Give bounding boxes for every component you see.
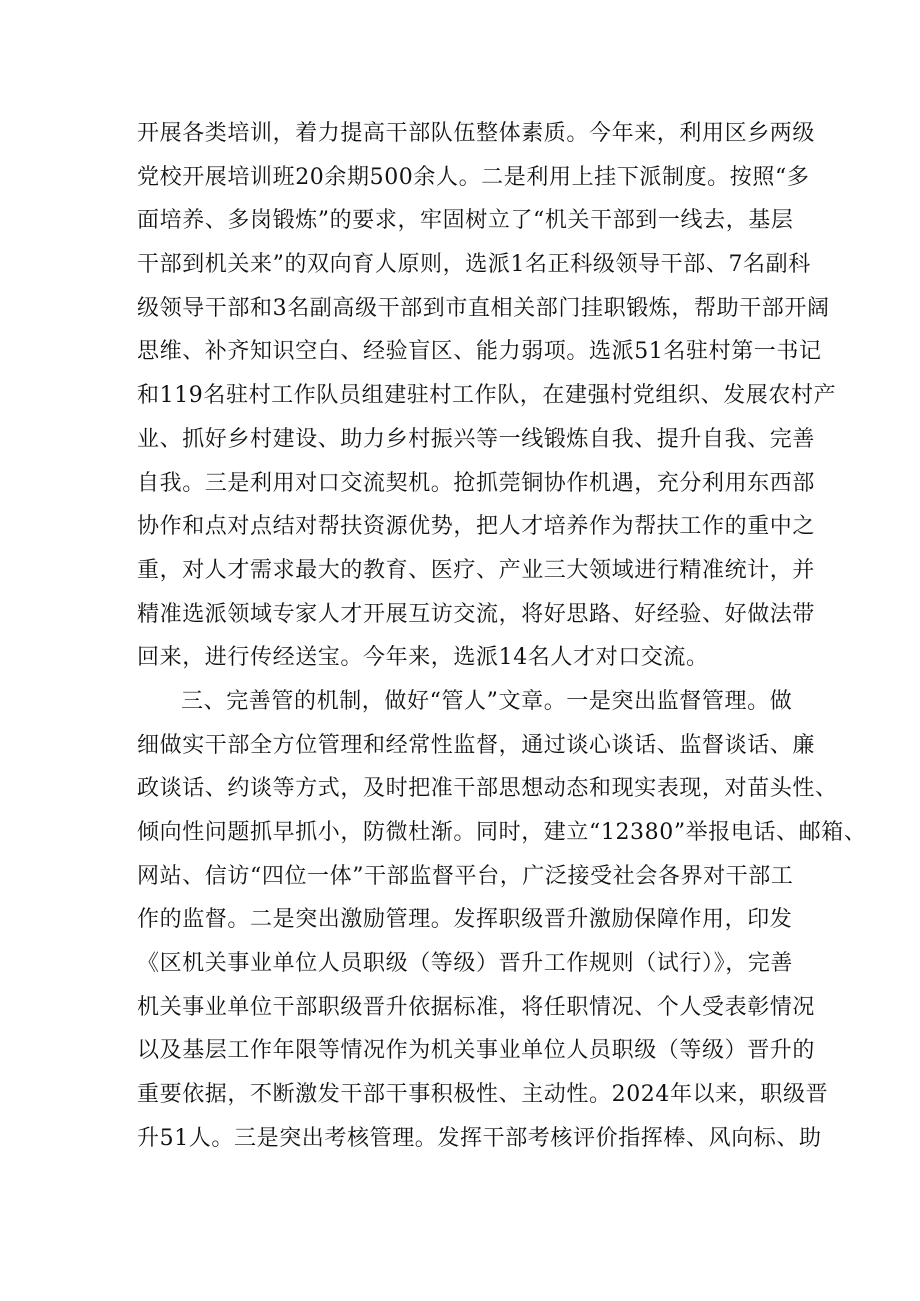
document-title-line: 《区机关事业单位人员职级（等级）晋升工作规则（试行）》，完善 [137, 951, 794, 977]
text-line: 思维、补齐知识空白、经验盲区、能力弱项。选派51名驻村第一书记 [137, 339, 822, 365]
text-line: 政谈话、约谈等方式，及时把准干部思想动态和现实表现，对苗头性、 [137, 776, 838, 802]
text-line: 干部到机关来”的双向育人原则，选派1名正科级领导干部、7名副科 [137, 252, 811, 278]
section-heading-line: 三、完善管的机制，做好“管人”文章。一是突出监督管理。做 [181, 688, 793, 714]
text-line: 业、抓好乡村建设、助力乡村振兴等一线锻炼自我、提升自我、完善 [137, 426, 816, 452]
text-line: 自我。三是利用对口交流契机。抢抓莞铜协作机遇，充分利用东西部 [137, 470, 816, 496]
text-line: 以及基层工作年限等情况作为机关事业单位人员职级（等级）晋升的 [137, 1038, 816, 1064]
text-line: 和119名驻村工作队员组建驻村工作队，在建强村党组织、发展农村产 [137, 383, 837, 409]
text-line: 倾向性问题抓早抓小，防微杜渐。同时，建立“12380”举报电话、邮箱、 [137, 820, 867, 845]
text-line: 重要依据，不断激发干部干事积极性、主动性。2024年以来，职级晋 [137, 1082, 829, 1108]
text-line: 面培养、多岗锻炼”的要求，牢固树立了“机关干部到一线去，基层 [137, 208, 794, 234]
text-line: 协作和点对点结对帮扶资源优势，把人才培养作为帮扶工作的重中之 [137, 514, 816, 540]
body-text [137, 112, 867, 1161]
text-line: 细做实干部全方位管理和经常性监督，通过谈心谈话、监督谈话、廉 [137, 732, 816, 758]
text-line: 机关事业单位干部职级晋升依据标准，将任职情况、个人受表彰情况 [137, 994, 816, 1020]
text-line: 开展各类培训，着力提高干部队伍整体素质。今年来，利用区乡两级 [137, 121, 816, 146]
text-line: 级领导干部和3名副高级干部到市直相关部门挂职锻炼，帮助干部开阔 [137, 295, 830, 321]
text-line: 作的监督。二是突出激励管理。发挥职级晋升激励保障作用，印发 [137, 907, 793, 933]
text-line: 升51人。三是突出考核管理。发挥干部考核评价指挥棒、风向标、助 [137, 1125, 822, 1151]
text-line: 回来，进行传经送宝。今年来，选派14名人才对口交流。 [137, 645, 709, 671]
text-line: 党校开展培训班20余期500余人。二是利用上挂下派制度。按照“多 [137, 164, 810, 190]
text-line: 重，对人才需求最大的教育、医疗、产业三大领域进行精准统计，并 [137, 557, 816, 583]
text-line: 网站、信访“四位一体”干部监督平台，广泛接受社会各界对干部工 [137, 863, 794, 889]
text-line: 精准选派领域专家人才开展互访交流，将好思路、好经验、好做法带 [137, 601, 816, 627]
